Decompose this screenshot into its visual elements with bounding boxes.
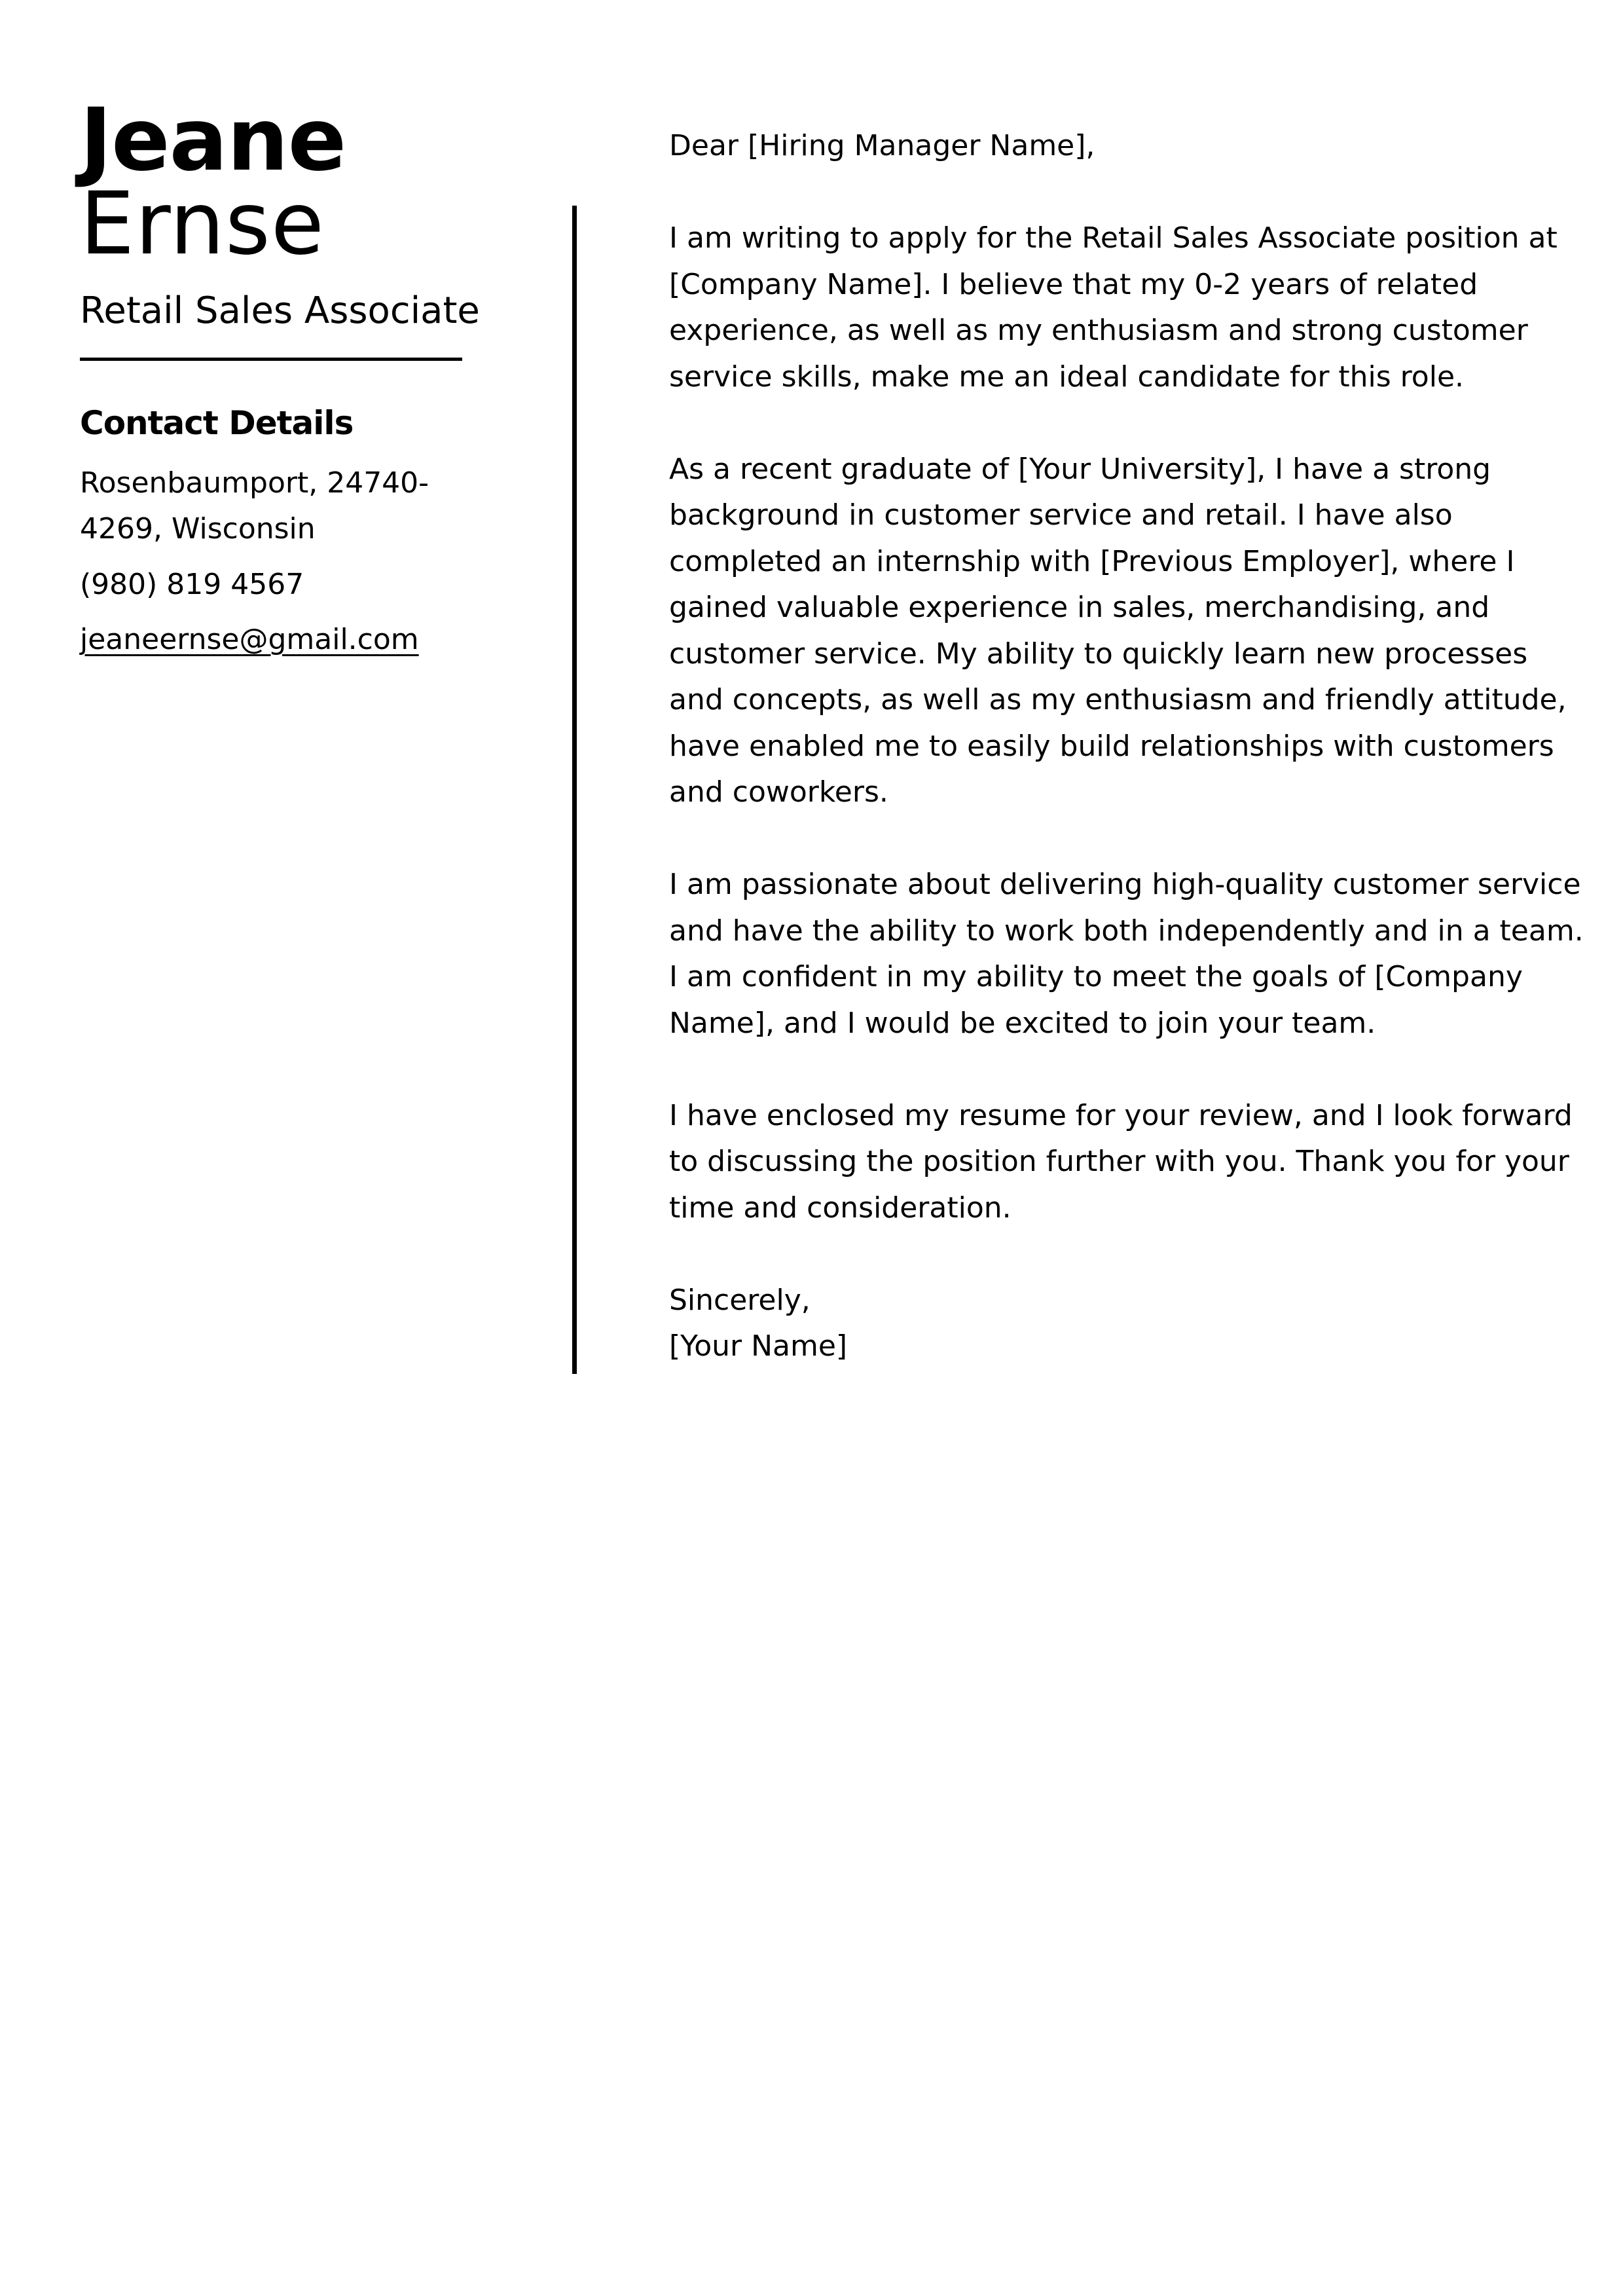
contact-phone: (980) 819 4567 xyxy=(80,568,304,601)
contact-email-link[interactable]: jeaneernse@gmail.com xyxy=(80,623,419,656)
sidebar xyxy=(80,90,480,663)
paragraph-line: and have the ability to work both independently and in a team. xyxy=(669,914,1584,948)
paragraph-line: and concepts, as well as my enthusiasm and friendly attitude, xyxy=(669,683,1567,716)
contact-details-heading: Contact Details xyxy=(80,404,354,442)
paragraph-line: and coworkers. xyxy=(669,775,888,809)
paragraph-line: have enabled me to easily build relationships with customers xyxy=(669,729,1554,763)
paragraph-line: service skills, make me an ideal candidate for this role. xyxy=(669,360,1464,394)
paragraph-line: completed an internship with [Previous Employer], where I xyxy=(669,544,1515,578)
paragraph-line: I am passionate about delivering high-quality customer service xyxy=(669,868,1581,901)
paragraph-line: time and consideration. xyxy=(669,1191,1012,1225)
paragraph-3 xyxy=(669,862,1586,1046)
paragraph-line: experience, as well as my enthusiasm and strong customer xyxy=(669,314,1528,347)
signature: [Your Name] xyxy=(669,1329,848,1363)
paragraph-4 xyxy=(669,1093,1586,1232)
first-name: Jeane xyxy=(80,90,346,191)
title-divider xyxy=(80,358,462,361)
salutation: Dear [Hiring Manager Name], xyxy=(669,129,1095,162)
paragraph-line: background in customer service and retail. I have also xyxy=(669,498,1453,532)
contact-address xyxy=(80,460,473,552)
paragraph-1 xyxy=(669,215,1586,400)
paragraph-line: As a recent graduate of [Your University], I have a strong xyxy=(669,452,1491,486)
job-title: Retail Sales Associate xyxy=(80,289,480,332)
paragraph-line: Name], and I would be excited to join your team. xyxy=(669,1006,1376,1040)
paragraph-line: gained valuable experience in sales, merchandising, and xyxy=(669,591,1490,624)
vertical-divider xyxy=(572,206,577,1374)
paragraph-2 xyxy=(669,447,1586,816)
paragraph-line: I am writing to apply for the Retail Sales Associate position at xyxy=(669,221,1558,255)
paragraph-line: [Company Name]. I believe that my 0-2 years of related xyxy=(669,267,1478,301)
paragraph-line: I am confident in my ability to meet the goals of [Company xyxy=(669,960,1523,993)
letter-body xyxy=(669,123,1586,1370)
paragraph-line: customer service. My ability to quickly learn new processes xyxy=(669,637,1528,671)
address-line-2: 4269, Wisconsin xyxy=(80,512,316,546)
closing-block xyxy=(669,1278,1586,1370)
closing: Sincerely, xyxy=(669,1283,811,1317)
address-line-1: Rosenbaumport, 24740- xyxy=(80,466,429,500)
paragraph-line: I have enclosed my resume for your review, and I look forward xyxy=(669,1098,1573,1132)
paragraph-line: to discussing the position further with you. Thank you for your xyxy=(669,1145,1569,1178)
last-name: Ernse xyxy=(80,174,325,274)
